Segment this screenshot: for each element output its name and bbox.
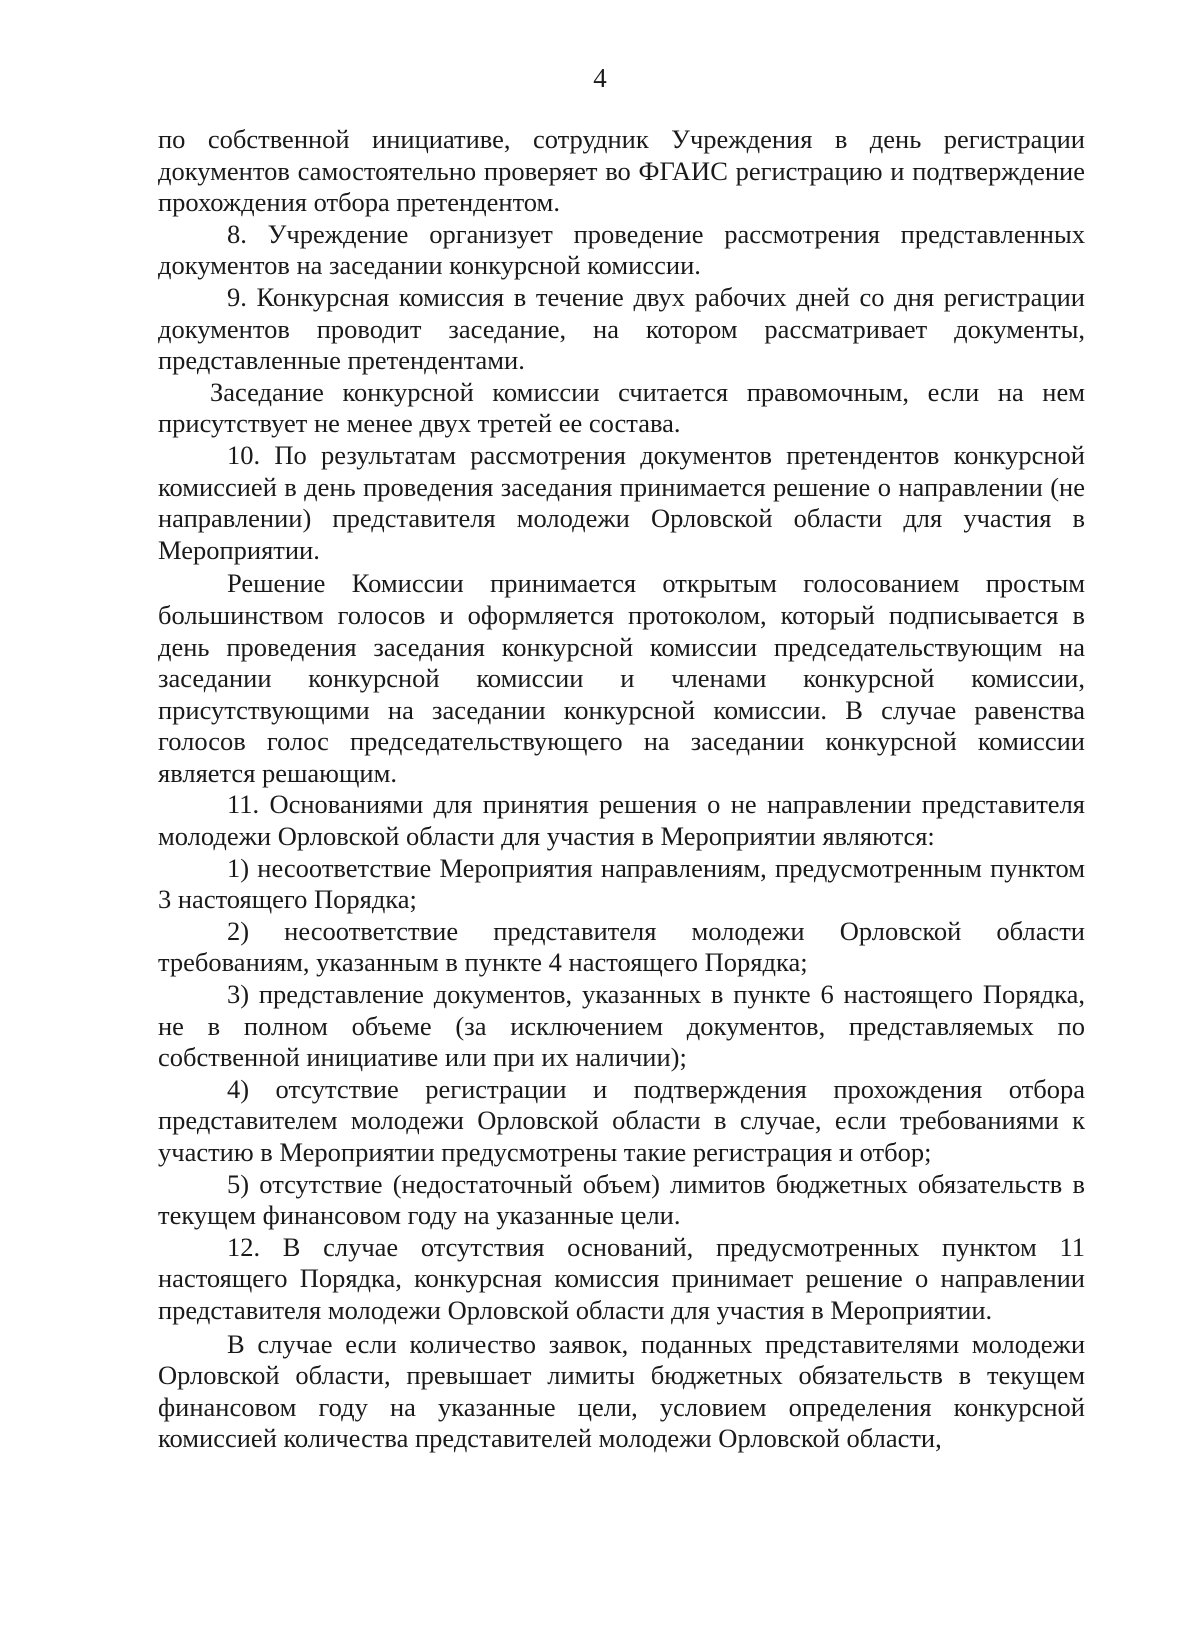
paragraph-quota: В случае если количество заявок, поданных представителями молодежи Орловской области, превышает лимиты бюджетных обязательств в текущем финансовом году на указанные цели, условием определения конкурсной комиссией количества представителей молодежи Орловской области,: [158, 1328, 1085, 1454]
paragraph-item-11: 11. Основаниями для принятия решения о не направлении представителя молодежи Орловской области для участия в Мероприятии являются:: [158, 789, 1085, 852]
list-item-5: 5) отсутствие (недостаточный объем) лимитов бюджетных обязательств в текущем финансовом году на указанные цели.: [158, 1168, 1085, 1231]
list-item-2: 2) несоответствие представителя молодежи Орловской области требованиям, указанным в пункте 4 настоящего Порядка;: [158, 915, 1085, 978]
list-item-1: 1) несоответствие Мероприятия направлениям, предусмотренным пунктом 3 настоящего Порядка;: [158, 852, 1085, 915]
paragraph-item-10: 10. По результатам рассмотрения документов претендентов конкурсной комиссией в день проведения заседания принимается решение о направлении (не направлении) представителя молодежи Орловской области для участия в Мероприятии.: [158, 439, 1085, 565]
paragraph-quorum: Заседание конкурсной комиссии считается правомочным, если на нем присутствует не менее двух третей ее состава.: [158, 376, 1085, 439]
paragraph-continuation: по собственной инициативе, сотрудник Учреждения в день регистрации документов самостоятельно проверяет во ФГАИС регистрацию и подтверждение прохождения отбора претендентом.: [158, 124, 1085, 218]
document-body: [158, 124, 1085, 1455]
list-item-4: 4) отсутствие регистрации и подтверждения прохождения отбора представителем молодежи Орловской области в случае, если требованиями к участию в Мероприятии предусмотрены такие регистрация и отбор;: [158, 1073, 1085, 1167]
list-item-3: 3) представление документов, указанных в пункте 6 настоящего Порядка, не в полном объеме (за исключением документов, представляемых по собственной инициативе или при их наличии);: [158, 979, 1085, 1073]
paragraph-item-8: 8. Учреждение организует проведение рассмотрения представленных документов на заседании конкурсной комиссии.: [158, 218, 1085, 281]
paragraph-item-9: 9. Конкурсная комиссия в течение двух рабочих дней со дня регистрации документов проводит заседание, на котором рассматривает документы, представленные претендентами.: [158, 281, 1085, 376]
paragraph-item-12: 12. В случае отсутствия оснований, предусмотренных пунктом 11 настоящего Порядка, конкурсная комиссия принимает решение о направлении представителя молодежи Орловской области для участия в Мероприятии.: [158, 1231, 1085, 1325]
paragraph-decision: Решение Комиссии принимается открытым голосованием простым большинством голосов и оформляется протоколом, который подписывается в день проведения заседания конкурсной комиссии председательствующим на заседании конкурсной комиссии и членами конкурсной комиссии, присутствующими на заседании конкурсной комиссии. В случае равенства голосов голос председательствующего на заседании конкурсной комиссии является решающим.: [158, 568, 1085, 788]
page-number: 4: [593, 63, 607, 93]
